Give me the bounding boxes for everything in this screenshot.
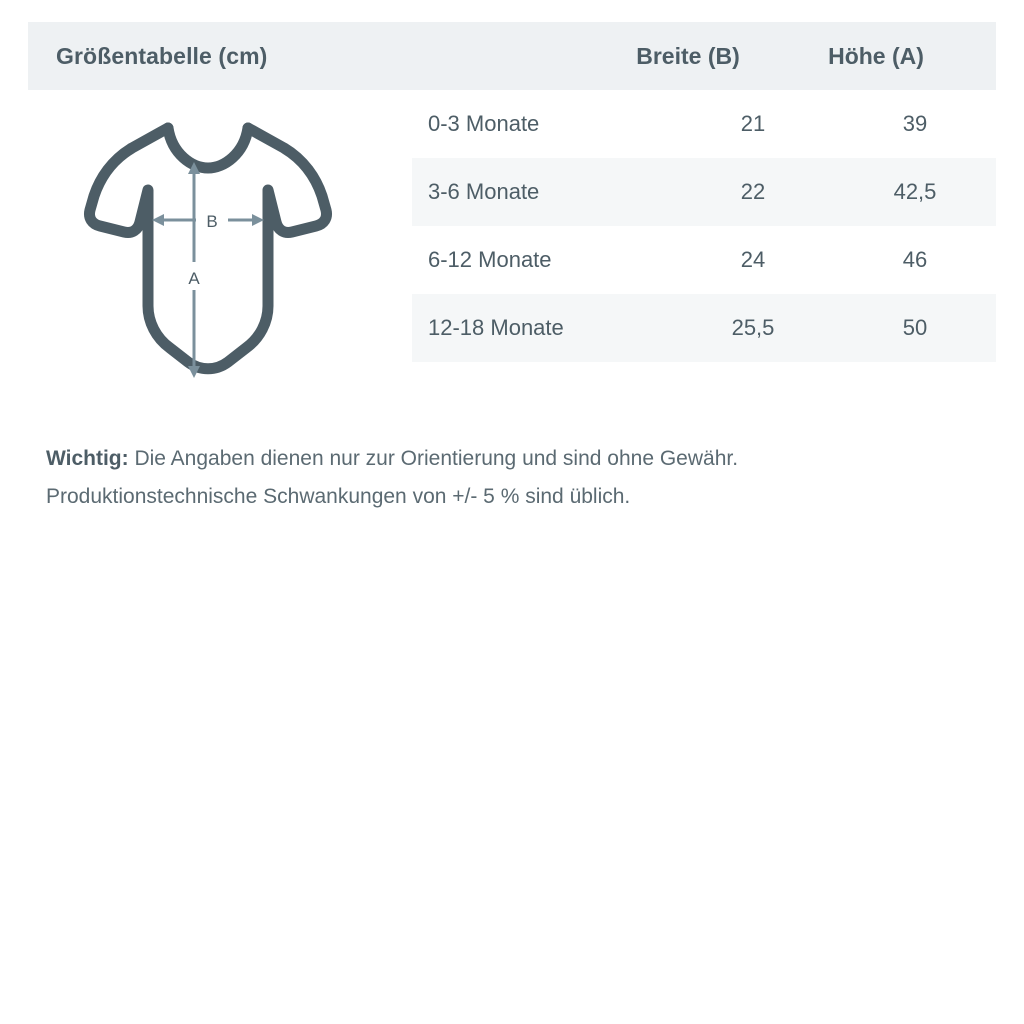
cell-width: 25,5: [731, 315, 775, 340]
table-header: [28, 22, 996, 90]
label-width: B: [206, 212, 218, 231]
cell-width: 21: [740, 111, 766, 136]
disclaimer-line-1: Die Angaben dienen nur zur Orientierung und sind ohne Gewähr.: [128, 447, 739, 470]
cell-size: 12-18 Monate: [428, 315, 564, 340]
disclaimer-note: [46, 440, 976, 516]
table-row: [412, 90, 996, 158]
table-row: [412, 158, 996, 226]
size-table: [412, 90, 996, 362]
column-header-height: Höhe (A): [828, 42, 924, 69]
page-title: Größentabelle (cm): [56, 42, 268, 69]
cell-height: 39: [902, 111, 928, 136]
label-height: A: [188, 269, 200, 288]
column-header-width: Breite (B): [636, 42, 740, 69]
disclaimer-line-2: Produktionstechnische Schwankungen von +/- 5 % sind üblich.: [46, 485, 631, 508]
cell-height: 46: [902, 247, 928, 272]
bodysuit-illustration: [60, 110, 390, 420]
table-row: [412, 294, 996, 362]
cell-height: 50: [902, 315, 928, 340]
disclaimer-lead: Wichtig:: [46, 447, 129, 470]
cell-width: 24: [740, 247, 766, 272]
cell-width: 22: [740, 179, 766, 204]
cell-height: 42,5: [893, 179, 937, 204]
cell-size: 3-6 Monate: [428, 179, 540, 204]
cell-size: 0-3 Monate: [428, 111, 540, 136]
cell-size: 6-12 Monate: [428, 247, 552, 272]
table-row: [412, 226, 996, 294]
